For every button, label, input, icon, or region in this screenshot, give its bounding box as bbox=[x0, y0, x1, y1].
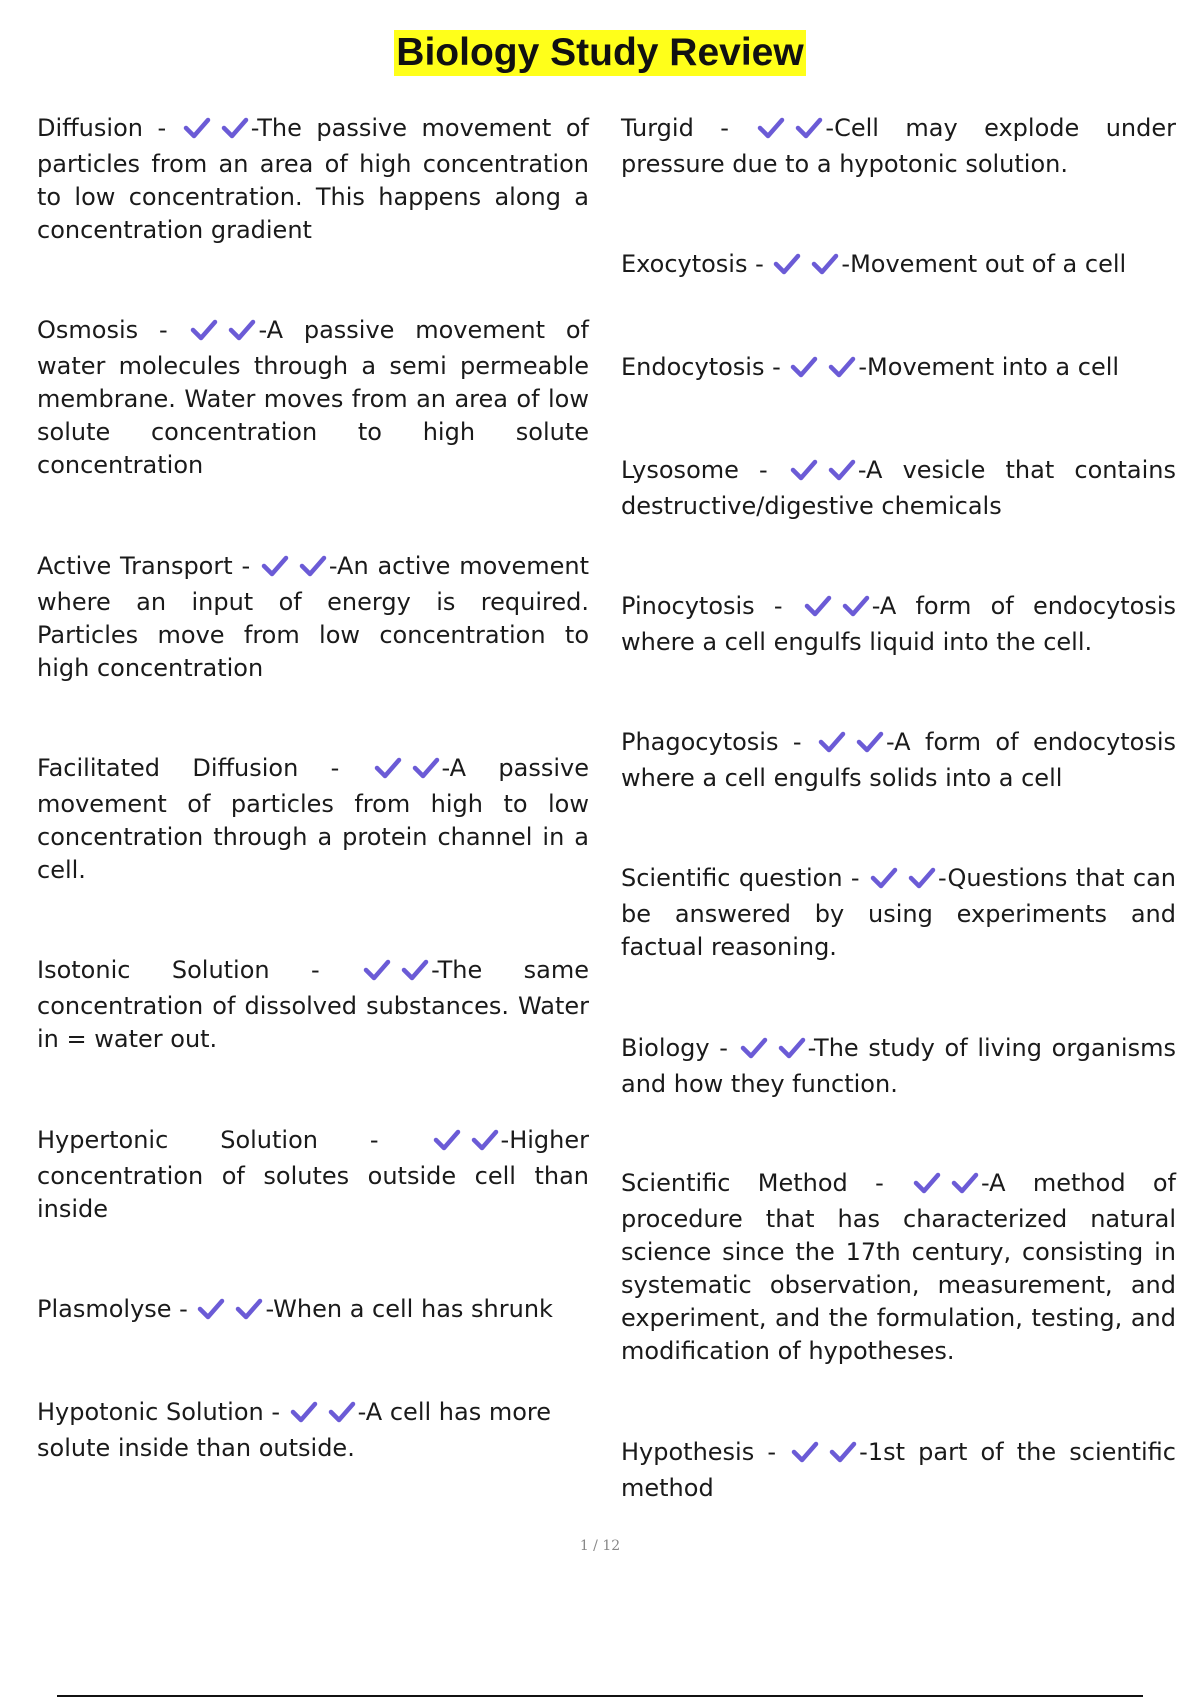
check-icon bbox=[951, 1172, 979, 1194]
check-icon bbox=[842, 595, 870, 617]
entry-biology bbox=[621, 1032, 1176, 1101]
check-icon bbox=[374, 757, 402, 779]
entry-definition: -Higher concentration of solutes outside cell than inside bbox=[37, 1126, 589, 1223]
entry-term: Scientific question - bbox=[621, 864, 860, 892]
entry-term: Pinocytosis - bbox=[621, 592, 783, 620]
check-icon bbox=[471, 1129, 499, 1151]
check-icon bbox=[740, 1037, 768, 1059]
entry-definition: -A vesicle that contains destructive/digestive chemicals bbox=[621, 456, 1176, 520]
check-marks bbox=[433, 1127, 499, 1160]
entry-active-transport bbox=[37, 550, 589, 685]
entry-definition: -A cell has more solute inside than outside. bbox=[37, 1398, 551, 1462]
check-marks bbox=[773, 251, 839, 284]
check-icon bbox=[757, 117, 785, 139]
entry-term: Diffusion - bbox=[37, 114, 167, 142]
check-marks bbox=[790, 457, 856, 490]
entry-definition: -Cell may explode under pressure due to a hypotonic solution. bbox=[621, 114, 1176, 178]
check-marks bbox=[790, 354, 856, 387]
entry-hypotonic-solution bbox=[37, 1396, 589, 1465]
check-icon bbox=[401, 959, 429, 981]
entry-hypertonic-solution bbox=[37, 1124, 589, 1226]
entry-definition: -A form of endocytosis where a cell engulfs solids into a cell bbox=[621, 728, 1177, 792]
check-marks bbox=[197, 1296, 263, 1329]
entry-definition: -When a cell has shrunk bbox=[265, 1295, 553, 1323]
entry-hypothesis bbox=[621, 1436, 1176, 1505]
check-icon bbox=[235, 1298, 263, 1320]
check-marks bbox=[740, 1035, 806, 1068]
check-icon bbox=[221, 117, 249, 139]
check-marks bbox=[791, 1439, 857, 1472]
check-icon bbox=[795, 117, 823, 139]
check-icon bbox=[261, 555, 289, 577]
check-icon bbox=[870, 867, 898, 889]
entry-term: Exocytosis - bbox=[621, 250, 764, 278]
check-icon bbox=[190, 319, 218, 341]
entry-definition: -The passive movement of particles from an area of high concentration to low concentration. This happens along a concentration gradient bbox=[37, 114, 589, 244]
entry-definition: -A passive movement of water molecules through a semi permeable membrane. Water moves from an area of low solute concentration to high solute concentration bbox=[37, 316, 589, 479]
check-icon bbox=[828, 356, 856, 378]
entry-definition: -Movement into a cell bbox=[858, 353, 1120, 381]
entry-term: Hypertonic Solution - bbox=[37, 1126, 379, 1154]
check-marks bbox=[374, 755, 440, 788]
check-icon bbox=[804, 595, 832, 617]
entry-pinocytosis bbox=[621, 590, 1176, 659]
entry-scientific-question bbox=[621, 862, 1176, 964]
entry-plasmolyse bbox=[37, 1293, 589, 1329]
entry-term: Biology - bbox=[621, 1034, 728, 1062]
check-icon bbox=[773, 253, 801, 275]
entry-term: Endocytosis - bbox=[621, 353, 781, 381]
entry-definition: -Questions that can be answered by using experiments and factual reasoning. bbox=[621, 864, 1176, 961]
entry-term: Hypotonic Solution - bbox=[37, 1398, 281, 1426]
check-icon bbox=[197, 1298, 225, 1320]
entry-definition: -A passive movement of particles from high to low concentration through a protein channel in a cell. bbox=[37, 754, 589, 884]
entry-osmosis bbox=[37, 314, 589, 482]
entry-definition: -A method of procedure that has characterized natural science since the 17th century, consisting in systematic observation, measurement, and experiment, and the formulation, testing, and modification of hypotheses. bbox=[621, 1169, 1176, 1365]
check-icon bbox=[228, 319, 256, 341]
check-marks bbox=[757, 115, 823, 148]
entry-definition: -Movement out of a cell bbox=[841, 250, 1127, 278]
check-icon bbox=[412, 757, 440, 779]
entry-term: Facilitated Diffusion - bbox=[37, 754, 340, 782]
entry-phagocytosis bbox=[621, 726, 1176, 795]
entry-term: Osmosis - bbox=[37, 316, 168, 344]
check-icon bbox=[818, 731, 846, 753]
entry-term: Turgid - bbox=[621, 114, 729, 142]
title-container bbox=[0, 30, 1200, 76]
page-title: Biology Study Review bbox=[396, 31, 804, 74]
entry-exocytosis bbox=[621, 248, 1176, 284]
entry-definition: -1st part of the scientific method bbox=[621, 1438, 1176, 1502]
entry-term: Plasmolyse - bbox=[37, 1295, 188, 1323]
check-icon bbox=[829, 1441, 857, 1463]
divider bbox=[57, 1695, 1143, 1697]
check-marks bbox=[261, 553, 327, 586]
entry-term: Phagocytosis - bbox=[621, 728, 802, 756]
entry-turgid bbox=[621, 112, 1176, 181]
entry-term: Isotonic Solution - bbox=[37, 956, 320, 984]
check-icon bbox=[790, 459, 818, 481]
check-marks bbox=[363, 957, 429, 990]
check-icon bbox=[908, 867, 936, 889]
entry-scientific-method bbox=[621, 1167, 1176, 1368]
check-icon bbox=[363, 959, 391, 981]
entry-diffusion bbox=[37, 112, 589, 247]
check-marks bbox=[870, 865, 936, 898]
check-icon bbox=[828, 459, 856, 481]
check-marks bbox=[190, 317, 256, 350]
entry-term: Hypothesis - bbox=[621, 1438, 777, 1466]
check-icon bbox=[328, 1401, 356, 1423]
check-icon bbox=[791, 1441, 819, 1463]
entry-definition: -A form of endocytosis where a cell engulfs liquid into the cell. bbox=[621, 592, 1177, 656]
entry-definition: -An active movement where an input of energy is required. Particles move from low concentration to high concentration bbox=[37, 552, 589, 682]
check-icon bbox=[913, 1172, 941, 1194]
check-icon bbox=[183, 117, 211, 139]
check-icon bbox=[790, 356, 818, 378]
entry-isotonic-solution bbox=[37, 954, 589, 1056]
check-marks bbox=[818, 729, 884, 762]
check-icon bbox=[433, 1129, 461, 1151]
entry-facilitated-diffusion bbox=[37, 752, 589, 887]
check-marks bbox=[913, 1170, 979, 1203]
entry-term: Active Transport - bbox=[37, 552, 251, 580]
check-marks bbox=[183, 115, 249, 148]
entry-term: Lysosome - bbox=[621, 456, 768, 484]
check-icon bbox=[299, 555, 327, 577]
entry-lysosome bbox=[621, 454, 1176, 523]
check-icon bbox=[290, 1401, 318, 1423]
page-number: 1 / 12 bbox=[579, 1538, 621, 1554]
entry-endocytosis bbox=[621, 351, 1176, 387]
check-icon bbox=[778, 1037, 806, 1059]
check-marks bbox=[290, 1399, 356, 1432]
entry-definition: -The same concentration of dissolved substances. Water in = water out. bbox=[37, 956, 589, 1053]
entry-term: Scientific Method - bbox=[621, 1169, 884, 1197]
check-icon bbox=[856, 731, 884, 753]
check-icon bbox=[811, 253, 839, 275]
check-marks bbox=[804, 593, 870, 626]
entry-definition: -The study of living organisms and how they function. bbox=[621, 1034, 1176, 1098]
